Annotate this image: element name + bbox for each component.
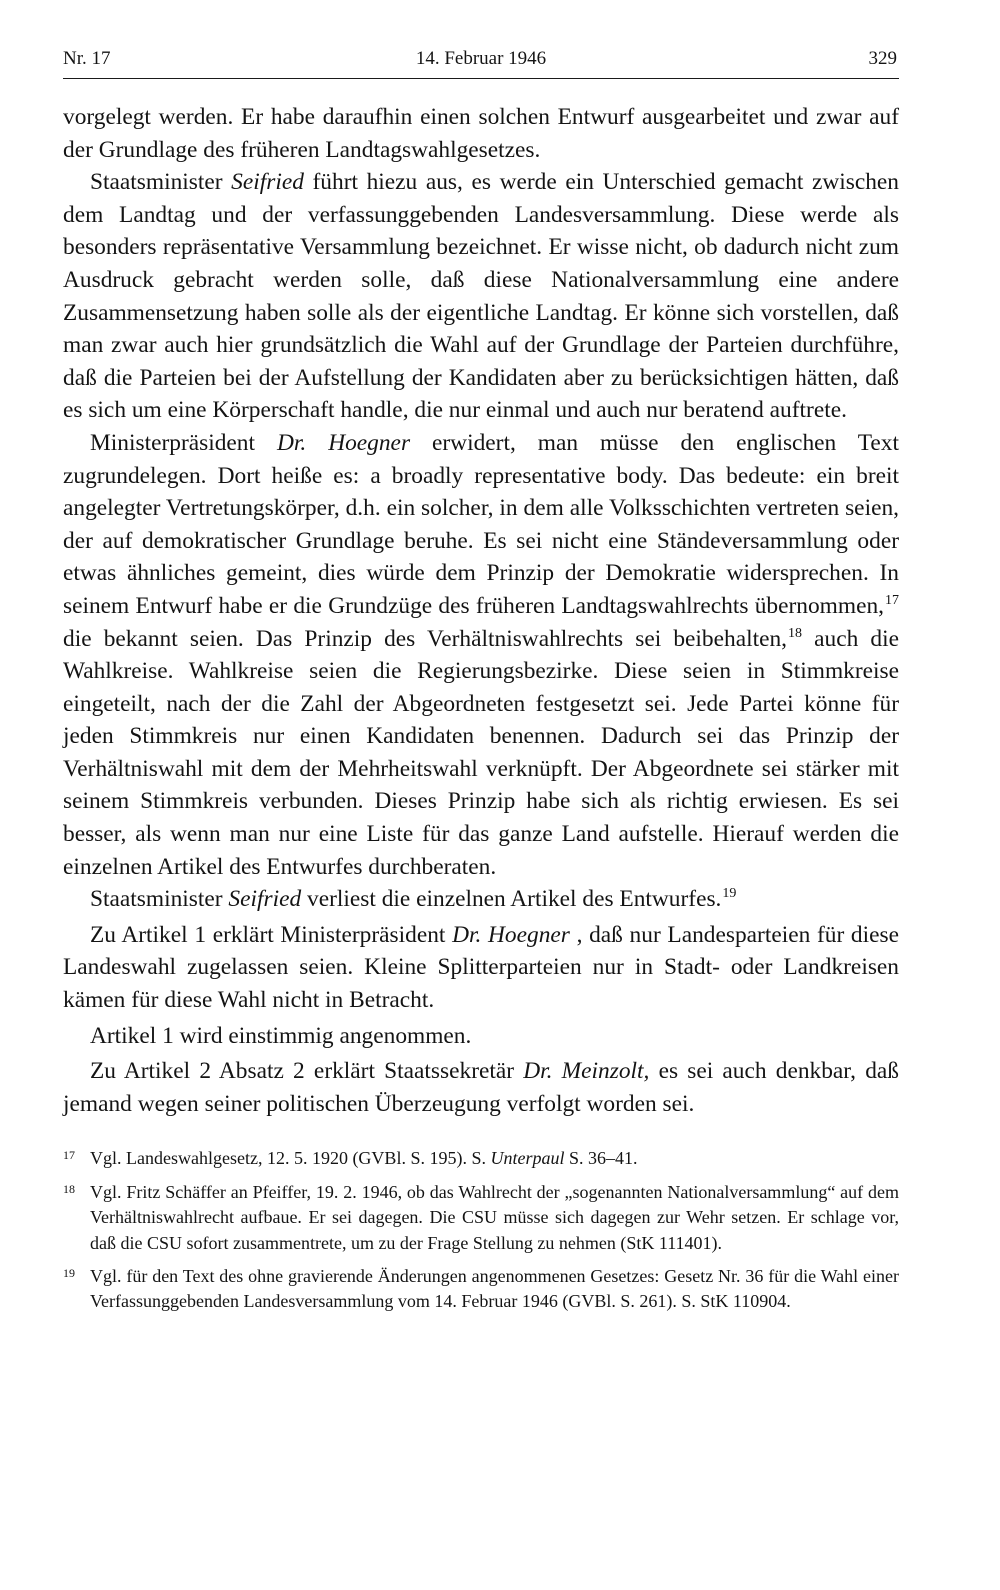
paragraph-article-2: Zu Artikel 2 Absatz 2 erklärt Staatssekretär Dr. Meinzolt, es sei auch denkbar, daß jemand wegen seiner politischen Überzeugung verfolgt worden sei.: [63, 1058, 899, 1117]
speaker-name: Seifried: [231, 169, 304, 196]
footnotes: [63, 1146, 899, 1314]
footnote-18: 18 Vgl. Fritz Schäffer an Pfeiffer, 19. 2. 1946, ob das Wahlrecht der „sogenannten Nationalversammlung“ auf dem Verhältniswahlrecht aufbaue. Er sei dagegen. Die CSU müsse sich dagegen zur Wehr setzen. Er schlage vor, daß die CSU sofort zusammentrete, um zu der Frage Stellung zu nehmen (StK 111401).: [63, 1180, 899, 1256]
speaker-name: Seifried: [228, 886, 302, 913]
document-page: [63, 44, 899, 1323]
paragraph-article-1-vote: Artikel 1 wird einstimmig angenommen.: [90, 1022, 472, 1049]
footnote-19: 19 Vgl. für den Text des ohne gravierende Änderungen angenommenen Gesetzes: Gesetz Nr. 36 für die Wahl einer Verfassunggebenden Landesversammlung vom 14. Februar 1946 (GVBl. S. 261). S. StK 110904.: [63, 1264, 899, 1315]
issue-number: Nr. 17: [63, 48, 111, 69]
paragraph-continuation: vorgelegt werden. Er habe daraufhin einen solchen Entwurf ausgearbeitet und zwar auf der Grundlage des früheren Landtagswahlgesetzes.: [63, 104, 899, 163]
paragraph-article-1: Zu Artikel 1 erklärt Ministerpräsident Dr. Hoegner , daß nur Landesparteien für diese Landeswahl zugelassen seien. Kleine Splitterparteien nur in Stadt- oder Landkreisen kämen für diese Wahl nicht in Betracht.: [63, 921, 899, 1014]
speaker-name: Dr. Hoegner: [452, 921, 570, 948]
body-text: [63, 101, 899, 1120]
paragraph-seifried-reads: Staatsminister Seifried verliest die einzelnen Artikel des Entwurfes.$^{19}$: [90, 886, 737, 913]
paragraph-seifried-remarks: Staatsminister Seifried führt hiezu aus, es werde ein Unterschied gemacht zwischen dem Landtag und der verfassunggebenden Landesversammlung. Diese werde als besonders repräsentative Versammlung bezeichnet. Er wisse nicht, ob dadurch nicht zum Ausdruck gebracht werden solle, daß diese Nationalversammlung eine andere Zusammensetzung haben solle als der eigentliche Landtag. Er könne sich vorstellen, daß man zwar auch hier grundsätzlich die Wahl auf der Grundlage der Parteien durchführe, daß die Parteien bei der Aufstellung der Kandidaten aber zu berücksichtigen hätten, daß es sich um eine Körperschaft handle, die nur einmal und auch nur beratend auftrete.: [63, 169, 899, 424]
header-date: 14. Februar 1946: [415, 48, 547, 69]
speaker-name: Dr. Meinzolt,: [523, 1058, 650, 1085]
footnote-ref-19: 19: [722, 886, 737, 902]
footnote-number: 17: [63, 1148, 75, 1163]
paragraph-hoegner-reply: Ministerpräsident Dr. Hoegner erwidert, man müsse den englischen Text zugrundelegen. Dort heiße es: a broadly representative body. Das bedeute: ein breit angelegter Vertretungskörper, d.h. ein solcher, in dem alle Volksschichten vertreten seien, der auf demokratischer Grundlage beruhe. Es sei nicht eine Ständeversammlung oder etwas ähnliches gemeint, dies würde dem Prinzip der Demokratie widersprechen. In seinem Entwurf habe er die Grundzüge des früheren Landtagswahlrechts übernommen,$^{17}$ die bekannt seien. Das Prinzip des Verhältniswahlrechts sei beibehalten,$^{18}$ auch die Wahlkreise. Wahlkreise seien die Regierungsbezirke. Diese seien in Stimmkreise eingeteilt, nach der die Zahl der Abgeordneten festgesetzt sei. Jede Partei könne für jeden Stimmkreis nur einen Kandidaten benennen. Dadurch sei das Prinzip der Verhältniswahl mit dem der Mehrheitswahl verknüpft. Der Abgeordnete sei stärker mit seinem Stimmkreis verbunden. Dieses Prinzip habe sich als richtig erwiesen. Es sei besser, als wenn man nur eine Liste für das ganze Land aufstelle. Hierauf werden die einzelnen Artikel des Entwurfes durchberaten.: [63, 429, 899, 880]
footnote-number: 18: [63, 1181, 75, 1196]
footnote-number: 19: [63, 1266, 75, 1281]
footnote-ref-18: 18: [788, 625, 803, 641]
footnote-17: 17 Vgl. Landeswahlgesetz, 12. 5. 1920 (GVBl. S. 195). S. Unterpaul S. 36–41.: [63, 1146, 899, 1171]
header-rule: [63, 78, 899, 79]
speaker-name: Dr. Hoegner: [276, 429, 411, 456]
running-header: [63, 44, 899, 74]
footnote-ref-17: 17: [885, 592, 899, 608]
page-number: 329: [868, 48, 897, 69]
